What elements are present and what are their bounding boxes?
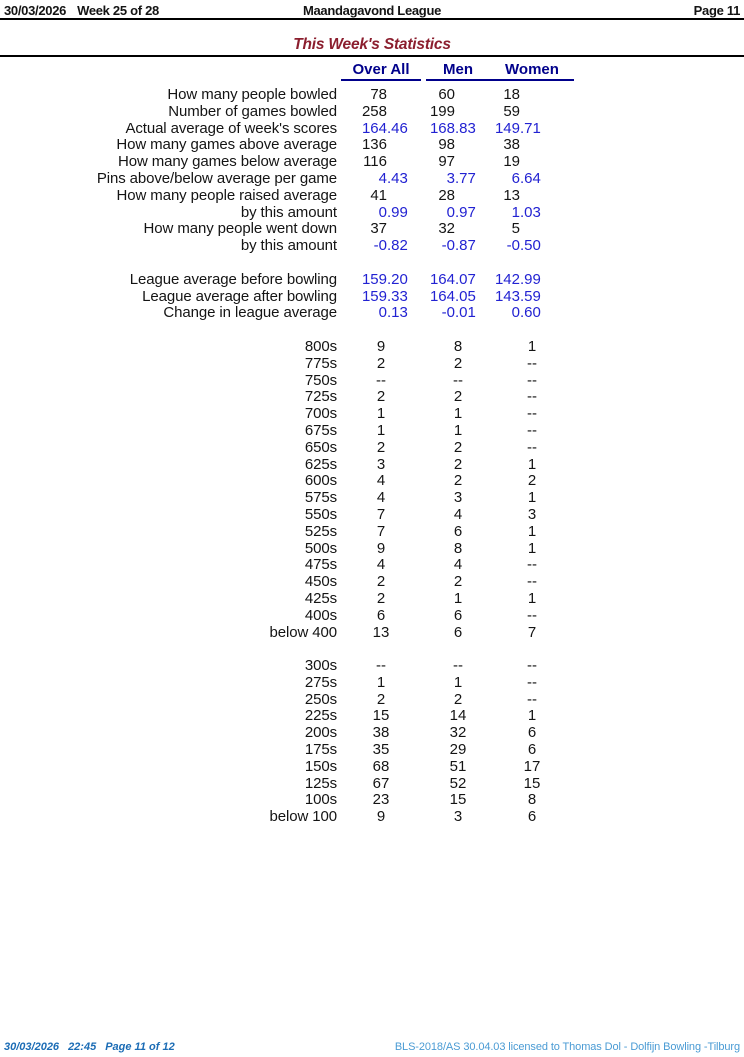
value-cell: 2 [376, 690, 386, 708]
table-row [0, 792, 744, 809]
value-cell: 2 [376, 388, 386, 406]
row-label: by this amount [240, 203, 337, 221]
value-cell: 4 [376, 556, 386, 574]
value-cell: 2 [453, 438, 463, 456]
value-cell: 3 [376, 455, 386, 473]
value-cell: -- [376, 657, 386, 675]
table-row [0, 692, 744, 709]
row-label: 650s [304, 438, 337, 456]
value-cell: -- [527, 673, 537, 691]
value-int: 199 [429, 102, 455, 120]
row-label: 100s [304, 791, 337, 809]
value-cell: -- [453, 371, 463, 389]
value-int: -0 [506, 237, 520, 255]
value-cell: 1 [527, 589, 537, 607]
value-cell: -- [527, 573, 537, 591]
value-frac [455, 188, 471, 205]
row-label: 125s [304, 774, 337, 792]
value-cell: -- [527, 354, 537, 372]
value-frac [520, 188, 536, 205]
value-int: 164 [429, 270, 455, 288]
value-int: 28 [438, 186, 455, 204]
value-int: 6 [511, 169, 520, 187]
table-row [0, 625, 744, 642]
table-row [0, 675, 744, 692]
header-page-number: Page 11 [693, 3, 740, 18]
table-row [0, 490, 744, 507]
table-row [0, 574, 744, 591]
value-cell: 1 [527, 522, 537, 540]
value-cell: 6 [453, 606, 463, 624]
value-int: 0 [378, 203, 387, 221]
table-row [0, 658, 744, 675]
table-row [0, 725, 744, 742]
value-cell: 2 [376, 438, 386, 456]
table-row [0, 238, 744, 255]
value-frac: .82 [387, 237, 408, 255]
value-cell: 9 [376, 808, 386, 826]
value-cell: 1 [527, 337, 537, 355]
value-int: 98 [438, 136, 455, 154]
value-int: 19 [503, 153, 520, 171]
table-row [0, 87, 744, 104]
header-date: 30/03/2026 [4, 3, 67, 18]
table-row [0, 423, 744, 440]
value-cell: 38 [372, 724, 390, 742]
value-cell: 1 [376, 421, 386, 439]
value-cell: -- [527, 421, 537, 439]
row-label: Change in league average [163, 304, 337, 322]
column-header-overall: Over All [341, 62, 421, 81]
table-row [0, 289, 744, 306]
table-row [0, 507, 744, 524]
table-row [0, 255, 744, 272]
value-cell: 13 [372, 623, 390, 641]
row-label: 425s [304, 589, 337, 607]
table-row [0, 389, 744, 406]
footer-date: 30/03/2026 [4, 1041, 60, 1053]
value-cell: 2 [453, 388, 463, 406]
row-label: 525s [304, 522, 337, 540]
header-left [4, 3, 303, 18]
table-row [0, 759, 744, 776]
table-row [0, 205, 744, 222]
value-int: 32 [438, 220, 455, 238]
value-cell: 2 [527, 472, 537, 490]
value-cell: 4 [376, 472, 386, 490]
table-row [0, 188, 744, 205]
table-row [0, 557, 744, 574]
value-cell: -- [527, 438, 537, 456]
footer-page-count: Page 11 of 12 [105, 1041, 175, 1053]
value-int: 1 [511, 203, 520, 221]
value-int: 142 [494, 270, 520, 288]
row-label: 550s [304, 505, 337, 523]
value-cell: -- [376, 371, 386, 389]
report-title: This Week's Statistics [293, 36, 451, 53]
row-label: How many games above average [116, 136, 337, 154]
value-frac [387, 104, 403, 121]
value-cell: 29 [449, 741, 467, 759]
value-cell: 9 [376, 539, 386, 557]
value-int: 143 [494, 287, 520, 305]
value-int: 59 [503, 102, 520, 120]
value-cell: 2 [376, 354, 386, 372]
row-label: How many people bowled [167, 86, 337, 103]
table-row [0, 608, 744, 625]
value-cell: 67 [372, 774, 390, 792]
row-label: 175s [304, 741, 337, 759]
value-cell: 1 [527, 455, 537, 473]
table-row [0, 356, 744, 373]
table-row [0, 457, 744, 474]
row-label: 450s [304, 573, 337, 591]
row-label: 600s [304, 472, 337, 490]
value-frac: .64 [520, 169, 541, 187]
value-cell: 7 [527, 623, 537, 641]
value-frac: .87 [455, 237, 476, 255]
games-distribution-table [0, 658, 744, 826]
row-label: 675s [304, 421, 337, 439]
row-label: How many people raised average [116, 186, 337, 204]
value-cell: 1 [376, 405, 386, 423]
page-footer [4, 1041, 740, 1053]
table-row [0, 473, 744, 490]
row-label: 500s [304, 539, 337, 557]
value-cell: -- [453, 657, 463, 675]
value-frac: .33 [387, 287, 408, 305]
value-frac [455, 154, 471, 171]
value-frac: .77 [455, 169, 476, 187]
value-cell: 35 [372, 741, 390, 759]
value-frac: .97 [455, 203, 476, 221]
footer-time: 22:45 [68, 1041, 97, 1053]
value-frac: .99 [387, 203, 408, 221]
value-cell: 1 [527, 489, 537, 507]
value-frac: .60 [520, 304, 541, 322]
table-row [0, 137, 744, 154]
value-cell: 15 [523, 774, 541, 792]
footer-license: BLS-2018/AS 30.04.03 licensed to Thomas Dol - Dolfijn Bowling -Tilburg [394, 1041, 740, 1053]
row-label: 750s [304, 371, 337, 389]
row-label: 575s [304, 489, 337, 507]
value-int: 116 [363, 153, 387, 171]
value-int: 164 [429, 287, 455, 305]
value-int: 41 [370, 186, 387, 204]
table-row [0, 440, 744, 457]
value-cell: 2 [453, 354, 463, 372]
value-cell: 3 [527, 505, 537, 523]
value-int: 136 [361, 136, 387, 154]
table-row [0, 541, 744, 558]
value-cell: 2 [376, 573, 386, 591]
page-header [4, 3, 740, 18]
value-cell: 23 [372, 791, 390, 809]
value-frac: .46 [387, 119, 408, 137]
table-row [0, 121, 744, 138]
table-row [0, 373, 744, 390]
value-cell: -- [527, 606, 537, 624]
value-cell: 6 [527, 808, 537, 826]
value-int: 38 [503, 136, 520, 154]
value-cell: 6 [453, 623, 463, 641]
row-label: 300s [304, 657, 337, 675]
row-label: How many games below average [118, 153, 337, 171]
value-frac: .71 [520, 119, 541, 137]
value-cell: 6 [453, 522, 463, 540]
value-frac [387, 87, 403, 104]
row-label: League average before bowling [129, 270, 337, 288]
row-label: 250s [304, 690, 337, 708]
table-row [0, 104, 744, 121]
value-cell: 4 [453, 505, 463, 523]
value-cell: -- [527, 556, 537, 574]
value-cell: 4 [376, 489, 386, 507]
series-distribution-table [0, 339, 744, 641]
table-row [0, 591, 744, 608]
value-frac [387, 154, 403, 171]
table-row [0, 171, 744, 188]
value-cell: 2 [453, 472, 463, 490]
value-cell: 2 [453, 455, 463, 473]
value-frac: .20 [387, 270, 408, 288]
value-frac: .05 [455, 287, 476, 305]
row-label: Pins above/below average per game [96, 169, 337, 187]
value-cell: 15 [372, 707, 390, 725]
value-cell: 52 [449, 774, 467, 792]
value-frac [520, 137, 536, 154]
value-frac: .07 [455, 270, 476, 288]
table-row [0, 221, 744, 238]
table-row [0, 154, 744, 171]
row-label: 800s [304, 337, 337, 355]
table-row [0, 339, 744, 356]
value-int: 168 [429, 119, 455, 137]
row-label: League average after bowling [142, 287, 337, 305]
value-int: 97 [438, 153, 455, 171]
row-label: 150s [304, 757, 337, 775]
value-cell: 7 [376, 505, 386, 523]
value-cell: 1 [453, 421, 463, 439]
value-cell: 32 [449, 724, 467, 742]
value-cell: 6 [376, 606, 386, 624]
value-frac [455, 137, 471, 154]
value-cell: 68 [372, 757, 390, 775]
value-int: 3 [446, 169, 455, 187]
value-frac [520, 104, 536, 121]
row-label: 775s [304, 354, 337, 372]
value-int: 159 [361, 287, 387, 305]
value-cell: -- [527, 371, 537, 389]
value-int: 13 [503, 186, 520, 204]
value-cell: 1 [453, 589, 463, 607]
value-cell: 1 [527, 707, 537, 725]
value-cell: 15 [449, 791, 467, 809]
row-label: below 400 [269, 623, 337, 641]
value-int: 258 [361, 102, 387, 120]
column-headers [0, 62, 574, 81]
value-int: 149 [494, 119, 520, 137]
value-cell: 2 [376, 589, 386, 607]
table-row [0, 406, 744, 423]
value-int: -0 [373, 237, 387, 255]
value-int: -0 [441, 237, 455, 255]
value-cell: -- [527, 405, 537, 423]
row-label: 700s [304, 405, 337, 423]
value-int: 78 [370, 86, 387, 103]
value-cell: -- [527, 388, 537, 406]
row-label: 225s [304, 707, 337, 725]
value-cell: 9 [376, 337, 386, 355]
table-row [0, 305, 744, 322]
value-frac: .13 [387, 304, 408, 322]
row-label: Number of games bowled [168, 102, 337, 120]
value-frac: .03 [520, 203, 541, 221]
row-label: 725s [304, 388, 337, 406]
value-frac [387, 137, 403, 154]
value-int: 5 [511, 220, 520, 238]
row-label: 475s [304, 556, 337, 574]
value-frac: .01 [455, 304, 476, 322]
row-label: 625s [304, 455, 337, 473]
value-cell: -- [527, 690, 537, 708]
table-row [0, 524, 744, 541]
value-cell: 3 [453, 489, 463, 507]
row-label: below 100 [269, 808, 337, 826]
table-row [0, 776, 744, 793]
tables-area [0, 87, 744, 826]
value-int: -0 [441, 304, 455, 322]
header-week: Week 25 of 28 [77, 3, 159, 18]
value-frac [387, 221, 403, 238]
value-frac [520, 221, 536, 238]
value-frac [387, 188, 403, 205]
value-cell: 1 [453, 673, 463, 691]
weekly-stats-table [0, 87, 744, 322]
value-cell: 2 [453, 573, 463, 591]
value-cell: 2 [453, 690, 463, 708]
row-label: 400s [304, 606, 337, 624]
value-frac: .43 [387, 169, 408, 187]
value-cell: 1 [527, 539, 537, 557]
header-league-name: Maandagavond League [302, 3, 442, 18]
value-int: 18 [503, 86, 520, 103]
value-cell: 8 [527, 791, 537, 809]
table-row [0, 708, 744, 725]
value-frac: .99 [520, 270, 541, 288]
value-cell: 17 [523, 757, 541, 775]
value-frac: .50 [520, 237, 541, 255]
row-label: by this amount [240, 237, 337, 255]
row-label: 275s [304, 673, 337, 691]
footer-print-info [4, 1041, 175, 1053]
value-cell: 14 [449, 707, 467, 725]
value-cell: 1 [453, 405, 463, 423]
value-int: 37 [370, 220, 387, 238]
row-label: Actual average of week's scores [125, 119, 337, 137]
column-header-women: Women [490, 62, 574, 81]
value-cell: 3 [453, 808, 463, 826]
value-int: 4 [378, 169, 387, 187]
value-int: 0 [446, 203, 455, 221]
value-cell: 6 [527, 724, 537, 742]
value-cell: 4 [453, 556, 463, 574]
value-int: 164 [361, 119, 387, 137]
title-divider [0, 55, 744, 57]
value-cell: 51 [449, 757, 467, 775]
value-cell: 6 [527, 741, 537, 759]
value-frac [455, 221, 471, 238]
column-header-men: Men [426, 62, 490, 81]
value-cell: 8 [453, 539, 463, 557]
row-label: How many people went down [143, 220, 337, 238]
table-row [0, 272, 744, 289]
row-label: 200s [304, 724, 337, 742]
value-int: 0 [511, 304, 520, 322]
value-cell: -- [527, 657, 537, 675]
value-frac: .83 [455, 119, 476, 137]
value-frac [520, 154, 536, 171]
value-cell: 8 [453, 337, 463, 355]
table-row [0, 742, 744, 759]
value-int: 159 [361, 270, 387, 288]
value-frac [520, 87, 536, 104]
value-cell: 7 [376, 522, 386, 540]
value-cell: 1 [376, 673, 386, 691]
value-frac: .59 [520, 287, 541, 305]
value-frac [455, 87, 471, 104]
value-int: 60 [438, 86, 455, 103]
table-row [0, 809, 744, 826]
value-frac [455, 104, 471, 121]
value-int: 0 [378, 304, 387, 322]
header-divider [0, 18, 744, 20]
